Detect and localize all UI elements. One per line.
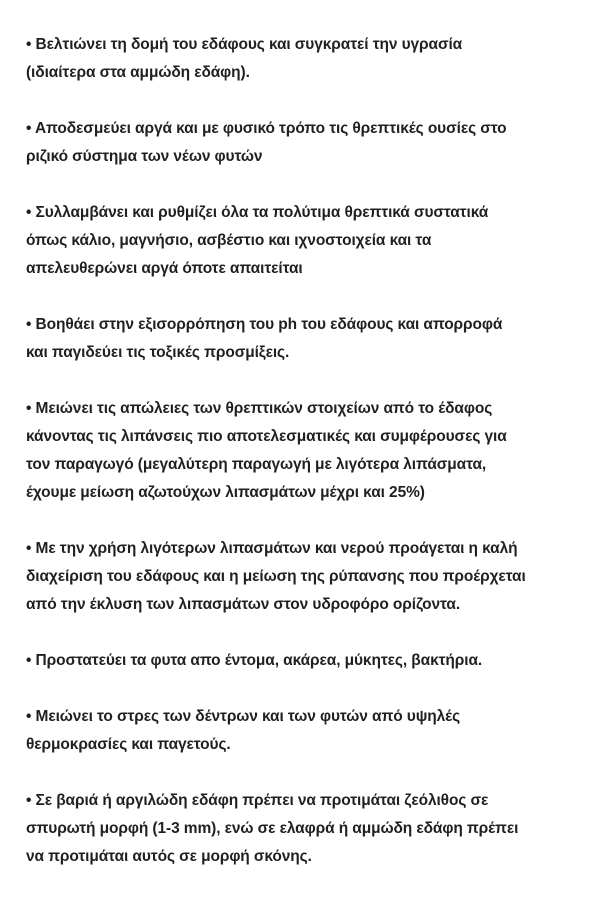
bullet-item — [26, 395, 586, 507]
bullet-line: • Προστατεύει τα φυτα απο έντομα, ακάρεα, μύκητες, βακτήρια. — [26, 652, 483, 669]
bullet-line: σπυρωτή μορφή (1-3 mm), ενώ σε ελαφρά ή αμμώδη εδάφη πρέπει — [26, 820, 519, 837]
bullet-line: (ιδιαίτερα στα αμμώδη εδάφη). — [26, 64, 250, 81]
bullet-line: διαχείριση του εδάφους και η μείωση της ρύπανσης που προέρχεται — [26, 568, 526, 585]
bullet-line: • Με την χρήση λιγότερων λιπασμάτων και νερού προάγεται η καλή — [26, 540, 518, 557]
bullet-line: • Βελτιώνει τη δομή του εδάφους και συγκρατεί την υγρασία — [26, 36, 463, 53]
bullet-line: απελευθερώνει αργά όποτε απαιτείται — [26, 260, 303, 277]
bullet-line: • Μειώνει τις απώλειες των θρεπτικών στοιχείων από το έδαφος — [26, 400, 493, 417]
bullet-line: θερμοκρασίες και παγετούς. — [26, 736, 231, 753]
bullet-line: από την έκλυση των λιπασμάτων στον υδροφόρο ορίζοντα. — [26, 596, 461, 613]
bullet-line: και παγιδεύει τις τοξικές προσμίξεις. — [26, 344, 290, 361]
bullet-line: όπως κάλιο, μαγνήσιο, ασβέστιο και ιχνοστοιχεία και τα — [26, 232, 432, 249]
bullet-line: • Αποδεσμεύει αργά και με φυσικό τρόπο τις θρεπτικές ουσίες στο — [26, 120, 507, 137]
bullet-line: • Μειώνει το στρες των δέντρων και των φυτών από υψηλές — [26, 708, 461, 725]
bullet-line: • Βοηθάει στην εξισορρόπηση του ph του εδάφους και απορροφά — [26, 316, 503, 333]
bullet-item — [26, 703, 586, 759]
bullet-line: τον παραγωγό (μεγαλύτερη παραγωγή με λιγότερα λιπάσματα, — [26, 456, 487, 473]
bullet-item — [26, 115, 586, 171]
bullet-item — [26, 535, 586, 619]
bullet-item — [26, 311, 586, 367]
bullet-line: ριζικό σύστημα των νέων φυτών — [26, 148, 263, 165]
bullet-item — [26, 647, 586, 675]
bullet-line: να προτιμάται αυτός σε μορφή σκόνης. — [26, 848, 312, 865]
bullet-line: • Σε βαριά ή αργιλώδη εδάφη πρέπει να προτιμάται ζεόλιθος σε — [26, 792, 489, 809]
bullet-line: κάνοντας τις λιπάνσεις πιο αποτελεσματικές και συμφέρουσες για — [26, 428, 507, 445]
bullet-line: • Συλλαμβάνει και ρυθμίζει όλα τα πολύτιμα θρεπτικά συστατικά — [26, 204, 489, 221]
bullet-line: έχουμε μείωση αζωτούχων λιπασμάτων μέχρι και 25%) — [26, 484, 425, 501]
bullet-item — [26, 787, 586, 871]
bullet-item — [26, 199, 586, 283]
bullet-item — [26, 31, 586, 87]
